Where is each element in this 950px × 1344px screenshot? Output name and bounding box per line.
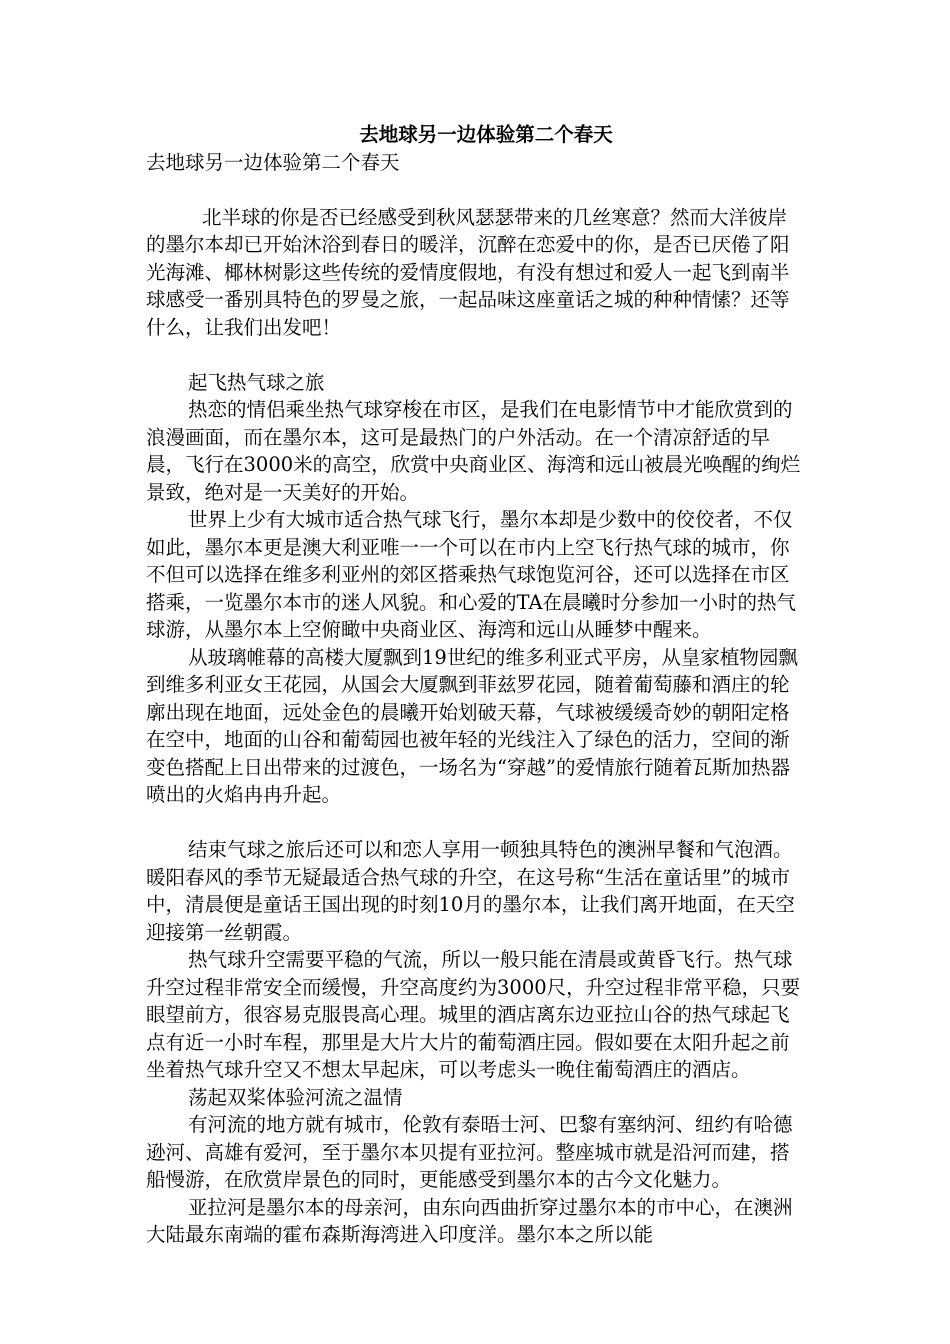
paragraph: 结束气球之旅后还可以和恋人享用一顿独具特色的澳洲早餐和气泡酒。暖阳春风的季节无疑最适合热气球的升空，在这号称“生活在童话里”的城市中，清晨便是童话王国出现的时刻10月的墨尔本，让我们离开地面，在天空迎接第一丝朝霞。 — [146, 838, 795, 944]
spacer — [146, 809, 806, 837]
paragraph: 热气球升空需要平稳的气流，所以一般只能在清晨或黄昏飞行。热气球升空过程非常安全而缓慢，升空高度约为3000尺，升空过程非常平稳，只要眼望前方，很容易克服畏高心理。城里的酒店离东边亚拉山谷的热气球起飞点有近一小时车程，那里是大片大片的葡萄酒庄园。假如要在太阳升起之前坐着热气球升空又不想太早起床，可以考虑头一晚住葡萄酒庄的酒店。 — [146, 948, 801, 1081]
spacer — [146, 176, 806, 204]
document-body — [146, 121, 806, 1249]
paragraph: 世界上少有大城市适合热气球飞行，墨尔本却是少数中的佼佼者，不仅如此，墨尔本更是澳大利亚唯一一个可以在市内上空飞行热气球的城市，你不但可以选择在维多利亚州的郊区搭乘热气球饱览河谷，还可以选择在市区搭乘，一览墨尔本市的迷人风貌。和心爱的TA在晨曦时分参加一小时的热气球游，从墨尔本上空俯瞰中央商业区、海湾和远山从睡梦中醒来。 — [146, 508, 797, 641]
paragraph: 有河流的地方就有城市，伦敦有泰晤士河、巴黎有塞纳河、纽约有哈德逊河、高雄有爱河，至于墨尔本贝提有亚拉河。整座城市就是沿河而建，搭船慢游，在欣赏岸景色的同时，更能感受到墨尔本的古今文化魅力。 — [146, 1113, 793, 1191]
document-subtitle: 去地球另一边体验第二个春天 — [146, 150, 400, 174]
section-heading-river: 荡起双桨体验河流之温情 — [188, 1085, 403, 1109]
paragraph: 从玻璃帷幕的高楼大厦飘到19世纪的维多利亚式平房，从皇家植物园飘到维多利亚女王花园，从国会大厦飘到菲兹罗花园，随着葡萄藤和酒庄的轮廓出现在地面，远处金色的晨曦开始划破天幕，气球被缓缓奇妙的朝阳定格在空中，地面的山谷和葡萄园也被年轻的光线注入了绿色的活力，空间的渐变色搭配上日出带来的过渡色，一场名为“穿越”的爱情旅行随着瓦斯加热器喷出的火焰冉冉升起。 — [146, 645, 798, 806]
document-title: 去地球另一边体验第二个春天 — [359, 123, 613, 146]
intro-paragraph: 北半球的你是否已经感受到秋风瑟瑟带来的几丝寒意？然而大洋彼岸的墨尔本却已开始沐浴到春日的暖洋，沉醉在恋爱中的你，是否已厌倦了阳光海滩、椰林树影这些传统的爱情度假地，有没有想过和爱人一起飞到南半球感受一番别具特色的罗曼之旅，一起品味这座童话之城的种种情愫？还等什么，让我们出发吧！ — [146, 205, 790, 339]
section-heading-balloon: 起飞热气球之旅 — [188, 370, 325, 394]
paragraph: 亚拉河是墨尔本的母亲河，由东向西曲折穿过墨尔本的市中心，在澳洲大陆最东南端的霍布森斯海湾进入印度洋。墨尔本之所以能 — [146, 1195, 793, 1246]
paragraph: 热恋的情侣乘坐热气球穿梭在市区，是我们在电影情节中才能欣赏到的浪漫画面，而在墨尔本，这可是最热门的户外活动。在一个清凉舒适的早晨，飞行在3000米的高空，欣赏中央商业区、海湾和远山被晨光唤醒的绚烂景致，绝对是一天美好的开始。 — [146, 398, 801, 504]
spacer — [146, 341, 806, 369]
